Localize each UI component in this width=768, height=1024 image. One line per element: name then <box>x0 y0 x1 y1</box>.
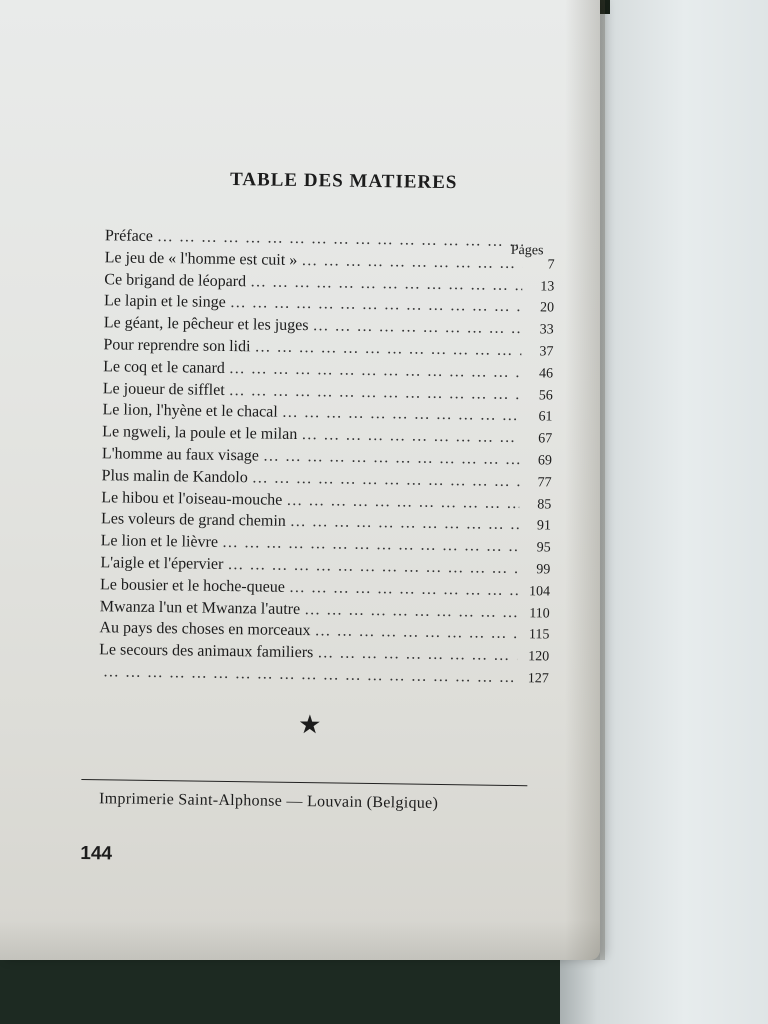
toc-entry-title: Le lion, l'hyène et le chacal <box>102 401 278 422</box>
leader-dots <box>310 623 517 644</box>
leader-dots <box>278 404 521 425</box>
leader-dots <box>297 252 523 273</box>
toc-entry-page: 77 <box>537 475 552 491</box>
leader-dots <box>308 317 521 338</box>
toc-entry-page: 95 <box>536 540 551 556</box>
toc-entry-title: Le ngweli, la poule et le milan <box>102 423 298 444</box>
toc-entry-title: Le coq et le canard <box>103 358 225 377</box>
toc-entry-title: Au pays des choses en morceaux <box>99 619 311 640</box>
toc-entry-title: Le hibou et l'oiseau-mouche <box>101 488 283 509</box>
leader-dots <box>246 273 522 295</box>
toc-entry-title: Préface <box>104 227 154 245</box>
toc-entry-page: 85 <box>537 496 552 513</box>
toc-entry-page: 46 <box>538 366 554 382</box>
leader-dots <box>297 426 520 447</box>
toc-entry-title: Plus malin de Kandolo <box>101 466 248 487</box>
leader-dots <box>313 644 517 665</box>
toc-entry-page: 13 <box>540 278 555 295</box>
toc-entry-page: 37 <box>539 344 554 360</box>
toc-entry-title: L'aigle et l'épervier <box>100 554 224 573</box>
toc-entry-title: Le joueur de sifflet <box>102 379 225 399</box>
leader-dots <box>248 469 520 491</box>
page-title: TABLE DES MATIERES <box>229 168 458 194</box>
toc-entry-page: 91 <box>536 518 552 534</box>
toc-entry-title: L'homme au faux visage <box>101 445 260 465</box>
toc-entry-page: 99 <box>536 562 551 578</box>
toc-entry-title: Pour reprendre son lidi <box>103 336 251 356</box>
toc-entry-title: Ce brigand de léopard <box>104 270 247 290</box>
leader-dots <box>153 228 523 251</box>
toc-entry-page: 120 <box>528 649 550 665</box>
toc-entry-page: 7 <box>547 257 555 273</box>
leader-dots <box>226 294 522 316</box>
printer-imprint: Imprimerie Saint-Alphonse — Louvain (Belgique) <box>98 790 439 812</box>
table-of-contents <box>99 227 555 691</box>
toc-entry-title: Le lion et le lièvre <box>100 532 219 552</box>
page-number: 144 <box>80 842 113 865</box>
divider-rule <box>81 779 527 786</box>
toc-entry-page: 61 <box>538 409 553 425</box>
leader-dots <box>300 601 518 622</box>
toc-entry-page: 69 <box>537 453 552 469</box>
leader-dots <box>225 360 522 382</box>
toc-entry-page: 33 <box>539 322 554 338</box>
leader-dots <box>223 556 518 578</box>
pages-column-header: Pages <box>510 242 544 259</box>
toc-entry-title: Mwanza l'un et Mwanza l'autre <box>99 597 301 618</box>
leader-dots <box>285 579 518 600</box>
toc-entry-title: Le géant, le pêcheur et les juges <box>103 314 309 335</box>
toc-entry-page: 104 <box>528 583 551 600</box>
toc-last-page: 127 <box>527 671 549 687</box>
toc-entry-page: 56 <box>538 387 553 404</box>
toc-entry-title: Le secours des animaux familiers <box>99 641 314 662</box>
toc-entry-page: 110 <box>529 605 550 622</box>
leader-dots <box>218 534 519 556</box>
toc-entry-title: Le lapin et le singe <box>103 292 226 312</box>
leader-dots <box>259 447 520 469</box>
toc-entry-title: Le bousier et le hoche-queue <box>99 575 286 596</box>
toc-entry-page: 115 <box>528 627 550 643</box>
toc-entry-title: Le jeu de « l'homme est cuit » <box>104 249 298 269</box>
leader-dots <box>250 338 521 360</box>
leader-dots <box>286 513 519 534</box>
leader-dots <box>225 382 521 404</box>
star-ornament-icon: ★ <box>297 710 322 740</box>
toc-entry-page: 67 <box>538 431 553 447</box>
leader-dots <box>282 491 519 512</box>
toc-entry-page: 20 <box>539 300 555 316</box>
toc-entry-title: Les voleurs de grand chemin <box>100 510 286 531</box>
